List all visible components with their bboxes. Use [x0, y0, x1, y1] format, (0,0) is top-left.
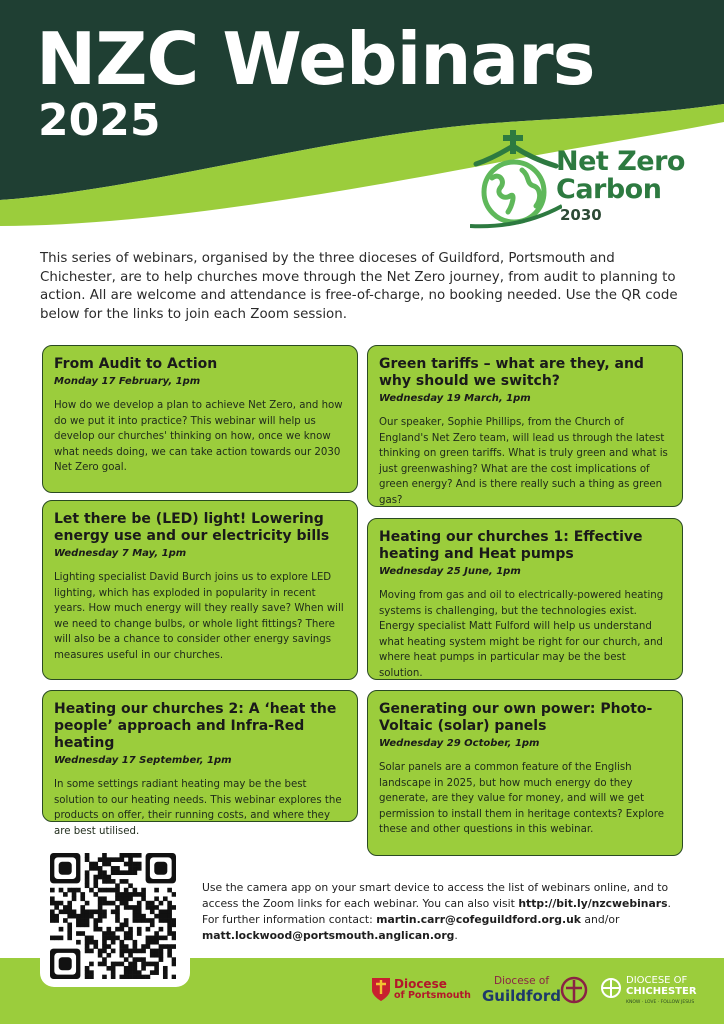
- intro-paragraph: This series of webinars, organised by the three dioceses of Guildford, Portsmouth and Chichester, are to help churches move through the Net Zero journey, from audit to planning to action. All are welcome and attendance is free-of-charge, no booking needed. Use the QR code below for the links to join each Zoom session.: [40, 251, 678, 322]
- webinar-card-audit: [42, 345, 358, 493]
- webinar-title: Heating our churches 1: Effective heating and Heat pumps: [379, 529, 643, 562]
- email-matt[interactable]: matt.lockwood@portsmouth.anglican.org: [202, 929, 455, 942]
- webinar-description: Our speaker, Sophie Phillips, from the Church of England's Net Zero team, will lead us through the latest thinking on green tariffs. What is truly green and what is just greenwashing? What are the cost implications of green energy? And is there really such a thing as green gas?: [379, 417, 668, 506]
- chichester-line1: DIOCESE OF: [626, 975, 688, 986]
- logo-net-zero: Net Zero: [556, 146, 685, 177]
- contact-text-2: . For further information contact:: [202, 897, 671, 926]
- chichester-cross-icon: [600, 977, 622, 999]
- contact-info: [202, 880, 682, 944]
- webinar-description: How do we develop a plan to achieve Net Zero, and how do we put it into practice? This webinar will help us develop our churches' thinking on how, once we know what needs doing, we can take action towards our 2030 Net Zero goal.: [54, 400, 343, 473]
- portsmouth-crest-icon: [370, 974, 392, 1002]
- webinar-date: Wednesday 7 May, 1pm: [54, 548, 187, 559]
- qr-code-container: [40, 845, 190, 987]
- contact-and-or: and/or: [580, 913, 620, 926]
- portsmouth-line2: of Portsmouth: [394, 990, 471, 1001]
- guildford-logo: [482, 974, 561, 1004]
- chichester-line2: CHICHESTER: [626, 986, 697, 997]
- guildford-line2: Guildford: [482, 987, 561, 1005]
- webinar-description: Lighting specialist David Burch joins us to explore LED lighting, which has exploded in popularity in recent years. How much energy will they really save? When will we need to change bulbs, or whole light fittings? There will also be a chance to consider other energy savings measures useful in our churches.: [54, 572, 344, 661]
- webinars-link[interactable]: http://bit.ly/nzcwebinars: [518, 897, 668, 910]
- logo-year: 2030: [560, 206, 602, 224]
- webinar-title: Let there be (LED) light! Lowering energy use and our electricity bills: [54, 511, 330, 544]
- page-year: 2025: [38, 95, 161, 146]
- portsmouth-logo: [394, 978, 471, 1002]
- net-zero-globe-icon: [470, 126, 562, 230]
- webinar-date: Monday 17 February, 1pm: [54, 376, 201, 387]
- webinar-card-led-light: [42, 500, 358, 680]
- contact-end: .: [454, 929, 458, 942]
- logo-carbon: Carbon: [556, 174, 662, 205]
- email-martin[interactable]: martin.carr@cofeguildford.org.uk: [376, 913, 581, 926]
- guildford-line1: Diocese of: [494, 975, 550, 987]
- webinar-description: Solar panels are a common feature of the English landscape in 2025, but how much energy do they generate, are they value for money, and will we get permission to install them in heritage contexts? Explore these and other questions in this webinar.: [379, 762, 665, 835]
- contact-text: Use the camera app on your smart device to access the list of webinars online, and to access the Zoom links for each webinar. You can also visit: [202, 881, 669, 910]
- guildford-cross-icon: [560, 976, 588, 1004]
- webinar-title: Green tariffs – what are they, and why should we switch?: [379, 356, 644, 389]
- webinar-card-heating-1: [367, 518, 683, 680]
- webinar-card-heating-2: [42, 690, 358, 837]
- page-title: NZC Webinars: [36, 17, 595, 101]
- chichester-logo: [626, 975, 697, 1008]
- webinar-date: Wednesday 17 September, 1pm: [54, 755, 232, 766]
- webinar-card-solar: [367, 690, 683, 856]
- chichester-motto: KNOW · LOVE · FOLLOW JESUS: [626, 1000, 695, 1005]
- qr-code-icon[interactable]: [50, 853, 176, 979]
- webinar-date: Wednesday 25 June, 1pm: [379, 566, 521, 577]
- webinar-date: Wednesday 19 March, 1pm: [379, 393, 531, 404]
- webinar-card-green-tariffs: [367, 345, 683, 507]
- webinar-date: Wednesday 29 October, 1pm: [379, 738, 540, 749]
- webinar-description: In some settings radiant heating may be the best solution to our heating needs. This webinar explores the products on offer, their running costs, and where they are best utilised.: [54, 779, 342, 837]
- webinar-title: Heating our churches 2: A ‘heat the people’ approach and Infra-Red heating: [54, 701, 337, 751]
- webinar-title: Generating our own power: Photo-Voltaic (solar) panels: [379, 701, 653, 734]
- webinar-description: Moving from gas and oil to electrically-powered heating systems is challenging, but the technologies exist. Energy specialist Matt Fulford will help us understand what heating system might be right for our church, and where heat pumps in particular may be the best solution.: [379, 590, 664, 679]
- portsmouth-line1: Diocese: [394, 977, 447, 991]
- webinar-title: From Audit to Action: [54, 356, 218, 372]
